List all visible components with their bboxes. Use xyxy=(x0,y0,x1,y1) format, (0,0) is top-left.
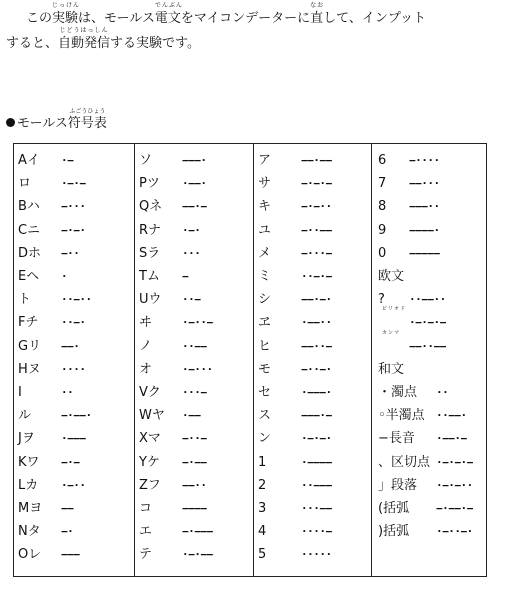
table-row xyxy=(372,520,486,543)
table-row xyxy=(14,311,134,334)
table-row xyxy=(135,265,253,288)
table-row xyxy=(372,172,486,195)
morse-code: ··−· xyxy=(61,316,86,330)
table-row xyxy=(254,404,371,427)
table-column-1 xyxy=(14,144,135,576)
character-label: 」段落 xyxy=(378,477,418,493)
ruby-word xyxy=(52,2,81,26)
character-label: テ xyxy=(139,547,153,563)
morse-code: −·− xyxy=(61,455,80,469)
character-label: 8 xyxy=(378,199,387,215)
table-row xyxy=(135,497,253,520)
ruby-reading: でんぶん xyxy=(154,2,183,9)
morse-code: ···−− xyxy=(301,502,332,515)
table-row xyxy=(14,381,134,404)
intro-paragraph xyxy=(6,2,506,56)
section-heading xyxy=(6,108,107,131)
morse-code: −··−· xyxy=(301,362,332,376)
character-label: Dホ xyxy=(18,245,42,261)
morse-code: −−−·· xyxy=(409,200,440,214)
table-row xyxy=(14,451,134,474)
ruby-reading: ふごうひょう xyxy=(69,108,106,115)
morse-code: ··−·− xyxy=(301,270,332,283)
morse-code: −··−− xyxy=(301,223,332,237)
character-label: 、区切点 xyxy=(378,454,431,470)
intro-text: すると、 xyxy=(6,36,59,51)
table-row xyxy=(14,242,134,265)
intro-text: して、インプット xyxy=(323,11,426,26)
morse-code: ···− xyxy=(182,386,207,399)
symbol-note: ピリオド xyxy=(382,306,406,313)
table-row xyxy=(372,404,486,427)
morse-code: ·−−− xyxy=(61,432,86,446)
character-label: Nタ xyxy=(18,524,41,540)
character-label: ロ xyxy=(18,176,32,192)
character-label: 6 xyxy=(378,153,387,168)
ruby-base: 直 xyxy=(310,11,324,26)
morse-code: ·− xyxy=(61,154,74,167)
table-row xyxy=(254,381,371,404)
table-column-4 xyxy=(372,144,486,576)
table-row xyxy=(254,451,371,474)
character-label: )括弧 xyxy=(378,524,410,540)
character-label: Vク xyxy=(139,385,161,400)
character-label: Yケ xyxy=(139,454,160,470)
table-row xyxy=(135,219,253,242)
character-label: 欧文 xyxy=(378,269,405,284)
character-label: モ xyxy=(258,361,272,377)
table-row xyxy=(14,149,134,172)
morse-code: ·−−·− xyxy=(436,432,467,446)
character-label: ン xyxy=(258,431,272,447)
table-row xyxy=(254,358,371,381)
ruby-word xyxy=(310,2,325,26)
table-row xyxy=(14,543,134,566)
morse-code: −−· xyxy=(61,339,80,353)
character-label: Uウ xyxy=(139,292,162,308)
morse-code: ·−· xyxy=(182,223,201,237)
character-label: ヒ xyxy=(258,338,272,354)
morse-code: −−−· xyxy=(182,154,207,167)
morse-code: ·−−· xyxy=(182,177,207,191)
character-label: Xマ xyxy=(139,431,161,447)
character-label: ト xyxy=(18,292,32,308)
character-label: Lカ xyxy=(18,477,39,493)
character-label: キ xyxy=(258,199,272,215)
intro-text: をマイコンデーターに xyxy=(180,11,311,26)
character-label: ヰ xyxy=(139,315,153,331)
character-label: ミ xyxy=(258,269,272,284)
character-label: コ xyxy=(139,501,153,516)
character-label: 1 xyxy=(258,454,267,470)
table-row xyxy=(14,172,134,195)
table-row xyxy=(254,242,371,265)
morse-code: ·−·−· xyxy=(301,432,332,446)
table-row xyxy=(372,427,486,450)
character-label: 7 xyxy=(378,176,387,192)
character-label: 5 xyxy=(258,547,267,563)
character-label: 9 xyxy=(378,222,387,238)
table-row xyxy=(372,219,486,242)
character-label: 2 xyxy=(258,477,267,493)
table-row xyxy=(254,474,371,497)
table-row xyxy=(372,149,486,172)
ruby-base: 電文 xyxy=(154,11,181,26)
table-row xyxy=(135,195,253,218)
morse-code: −·−· xyxy=(61,223,86,237)
table-row xyxy=(372,497,486,520)
table-row xyxy=(14,335,134,358)
morse-code: ····· xyxy=(301,548,332,562)
table-row xyxy=(254,543,371,566)
morse-code: ··−·· xyxy=(61,293,92,307)
table-row xyxy=(14,497,134,520)
morse-code: −−·−· xyxy=(301,293,332,307)
morse-code: −···· xyxy=(409,154,440,167)
morse-code: −−−− xyxy=(182,502,207,515)
character-label: Pツ xyxy=(139,176,160,192)
table-row xyxy=(135,381,253,404)
table-row xyxy=(135,427,253,450)
morse-code: −−··−− xyxy=(409,339,446,353)
character-label: I xyxy=(18,385,22,400)
table-row xyxy=(254,335,371,358)
table-row xyxy=(14,358,134,381)
morse-code: ··−−− xyxy=(301,478,332,492)
table-row xyxy=(135,543,253,566)
ruby-reading: じっけん xyxy=(52,2,81,9)
character-label: Fチ xyxy=(18,315,39,331)
table-row xyxy=(254,497,371,520)
morse-code: ·−·· xyxy=(61,478,86,492)
intro-line-2 xyxy=(6,27,200,51)
table-column-3 xyxy=(254,144,372,576)
table-row xyxy=(135,335,253,358)
table-row xyxy=(254,172,371,195)
morse-code: −·−− xyxy=(182,455,207,469)
morse-code: ·−··· xyxy=(182,362,213,376)
table-row xyxy=(254,195,371,218)
morse-code: −··− xyxy=(182,432,207,446)
morse-code: −−·− xyxy=(182,200,207,214)
morse-code: ··−−· xyxy=(436,409,467,423)
character-label: Hヌ xyxy=(18,361,41,377)
morse-code: ··−−·· xyxy=(409,293,446,307)
character-label: セ xyxy=(258,385,272,400)
table-row xyxy=(254,311,371,334)
table-row xyxy=(135,520,253,543)
morse-code: ·−··−· xyxy=(436,525,473,539)
table-row xyxy=(372,265,486,288)
morse-code: −·· xyxy=(61,246,80,260)
table-row xyxy=(135,149,253,172)
morse-code: −−−−− xyxy=(409,246,440,260)
character-label: Rナ xyxy=(139,222,162,238)
morse-code: ·−·−− xyxy=(182,548,213,562)
character-label: ◦半濁点 xyxy=(378,408,425,424)
character-label: Eヘ xyxy=(18,269,40,284)
morse-code: −−··− xyxy=(301,339,332,353)
ruby-base: 実験 xyxy=(52,11,79,26)
morse-code: − xyxy=(182,270,189,283)
character-label: Mヨ xyxy=(18,501,43,516)
intro-text: この xyxy=(26,11,53,26)
morse-code: −−− xyxy=(61,548,80,562)
morse-code: −·−−· xyxy=(61,409,92,423)
heading-text: モールス xyxy=(17,116,68,131)
table-row xyxy=(254,149,371,172)
morse-code: −··· xyxy=(61,200,86,214)
morse-code: −−−−· xyxy=(409,223,440,237)
table-row xyxy=(372,329,486,358)
intro-text: する実験です。 xyxy=(110,36,200,51)
table-row xyxy=(14,195,134,218)
table-row xyxy=(14,404,134,427)
morse-code: ··· xyxy=(182,246,201,260)
morse-code: ·−·−·− xyxy=(409,316,446,330)
character-label: Oレ xyxy=(18,547,42,563)
character-label: オ xyxy=(139,361,153,377)
character-label: ソ xyxy=(139,153,153,168)
table-row xyxy=(135,288,253,311)
ruby-reading: じどうはっしん xyxy=(59,27,109,34)
morse-code: −·−·− xyxy=(301,177,332,191)
morse-code: −···− xyxy=(301,246,332,260)
table-row xyxy=(135,311,253,334)
character-label: メ xyxy=(258,245,272,261)
character-label: 和文 xyxy=(378,361,405,377)
morse-code: · xyxy=(61,270,68,283)
table-row xyxy=(372,242,486,265)
intro-text: は、モールス xyxy=(78,11,155,26)
table-row xyxy=(372,543,486,566)
character-label: サ xyxy=(258,176,272,192)
morse-code: ··− xyxy=(182,293,201,307)
character-label: Sラ xyxy=(139,245,161,261)
character-label: ア xyxy=(258,153,272,168)
morse-code: ·−−−− xyxy=(301,455,332,469)
table-row xyxy=(372,381,486,404)
table-row xyxy=(372,195,486,218)
character-label: ユ xyxy=(258,222,272,238)
table-row xyxy=(14,219,134,242)
ruby-word xyxy=(58,27,111,51)
character-label: Aイ xyxy=(18,153,40,168)
ruby-base: 符号表 xyxy=(67,116,107,131)
morse-code: ····− xyxy=(301,525,332,539)
symbol-note: カンマ xyxy=(382,329,401,336)
ruby-base: 自動発信 xyxy=(58,36,111,51)
character-label: (括弧 xyxy=(378,501,410,516)
table-row xyxy=(135,172,253,195)
morse-code: −−··· xyxy=(409,177,440,191)
morse-code: −·−−·− xyxy=(436,502,473,515)
morse-code: −·−−− xyxy=(182,525,213,539)
character-label: エ xyxy=(139,524,153,540)
table-row xyxy=(254,520,371,543)
table-row xyxy=(14,474,134,497)
table-row xyxy=(135,474,253,497)
character-label: −長音 xyxy=(378,431,415,447)
table-row xyxy=(135,451,253,474)
character-label: Wヤ xyxy=(139,408,165,424)
character-label: ス xyxy=(258,408,272,424)
table-row xyxy=(254,427,371,450)
morse-code: −· xyxy=(61,525,74,539)
morse-code: ···· xyxy=(61,362,86,376)
table-row xyxy=(14,520,134,543)
morse-code: ·−−·· xyxy=(301,316,332,330)
morse-code: ·−··− xyxy=(182,316,213,330)
morse-code: ·· xyxy=(436,386,449,399)
morse-code: −−·−− xyxy=(301,154,332,167)
character-label: 0 xyxy=(378,245,387,261)
table-row xyxy=(372,451,486,474)
morse-code: ·−·− xyxy=(61,177,86,191)
morse-code: ·−·−·− xyxy=(436,455,473,469)
table-row xyxy=(135,404,253,427)
character-label: シ xyxy=(258,292,272,308)
morse-code: ·−− xyxy=(182,409,201,423)
morse-code: ·−−−· xyxy=(301,386,332,399)
table-row xyxy=(372,474,486,497)
character-label: ・濁点 xyxy=(378,385,418,400)
morse-code: −−−·− xyxy=(301,409,332,423)
character-label: Tム xyxy=(139,269,160,284)
morse-code: ·· xyxy=(61,386,74,399)
character-label: Gリ xyxy=(18,338,42,354)
character-label: Kワ xyxy=(18,454,40,470)
ruby-word xyxy=(67,108,107,131)
table-row xyxy=(254,265,371,288)
table-row xyxy=(14,288,134,311)
character-label: 3 xyxy=(258,501,267,516)
table-row xyxy=(135,358,253,381)
ruby-reading: なお xyxy=(310,2,325,9)
table-row xyxy=(14,265,134,288)
table-row xyxy=(254,219,371,242)
morse-code: −−·· xyxy=(182,478,207,492)
table-row xyxy=(135,242,253,265)
character-label: Zフ xyxy=(139,477,161,493)
table-row xyxy=(254,288,371,311)
character-label: ヱ xyxy=(258,315,272,331)
character-label: Bハ xyxy=(18,199,40,215)
character-label: ノ xyxy=(139,338,153,354)
morse-code: −·−·· xyxy=(301,200,332,214)
character-label: Jヲ xyxy=(18,431,35,447)
morse-code: ·−·−·· xyxy=(436,478,473,492)
table-column-2 xyxy=(135,144,254,576)
table-row xyxy=(372,358,486,381)
table-row xyxy=(14,427,134,450)
character-label: 4 xyxy=(258,524,267,540)
character-label: ? xyxy=(378,292,385,308)
morse-code-table xyxy=(13,143,487,577)
character-label: Qネ xyxy=(139,199,163,215)
morse-code: ··−− xyxy=(182,339,207,353)
morse-code: −− xyxy=(61,502,74,515)
bullet-icon xyxy=(6,118,15,127)
ruby-word xyxy=(154,2,183,26)
character-label: Cニ xyxy=(18,222,41,238)
character-label: ル xyxy=(18,408,32,424)
